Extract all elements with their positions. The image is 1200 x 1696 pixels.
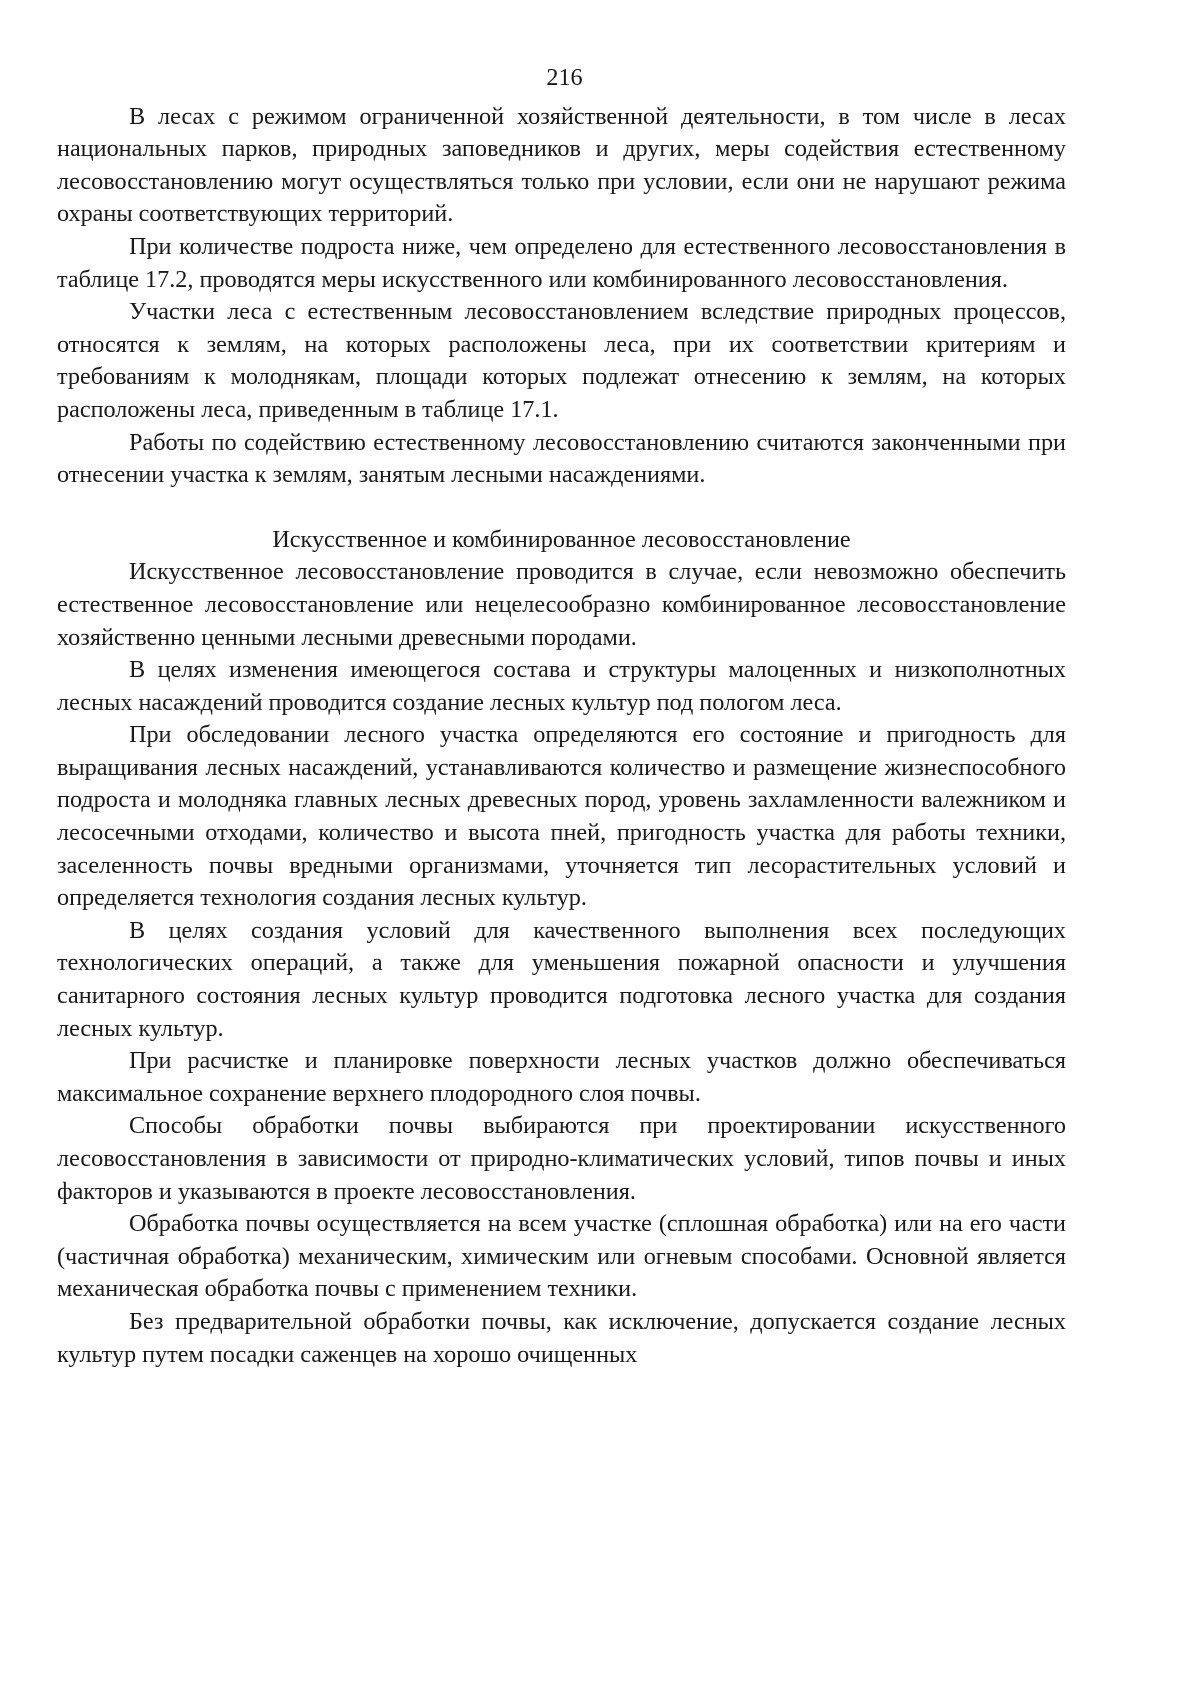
paragraph: Работы по содействию естественному лесовосстановлению считаются законченными при отнесении участка к землям, занятым лесными насаждениями. <box>57 428 1066 489</box>
paragraph: Способы обработки почвы выбираются при проектировании искусственного лесовосстановления в зависимости от природно-климатических условий, типов почвы и иных факторов и указываются в проекте лесовосстановления. <box>57 1112 1066 1205</box>
paragraph: Обработка почвы осуществляется на всем участке (сплошная обработка) или на его части (частичная обработка) механическим, химическим или огневым способами. Основной является механическая обработка почвы с применением техники. <box>57 1210 1066 1303</box>
paragraph: При расчистке и планировке поверхности лесных участков должно обеспечиваться максимальное сохранение верхнего плодородного слоя почвы. <box>57 1047 1066 1107</box>
paragraph: В лесах с режимом ограниченной хозяйственной деятельности, в том числе в лесах национальных парков, природных заповедников и других, меры содействия естественному лесовосстановлению могут осуществляться только при условии, если они не нарушают режима охраны соответствующих территорий. <box>57 102 1066 228</box>
paragraph: При обследовании лесного участка определяются его состояние и пригодность для выращивания лесных насаждений, устанавливаются количество и размещение жизнеспособного подроста и молодняка главных лесных древесных пород, уровень захламленности валежником и лесосечными отходами, количество и высота пней, пригодность участка для работы техники, заселенность почвы вредными организмами, уточняется тип лесорастительных условий и определяется технология создания лесных культур. <box>57 721 1066 912</box>
section-heading: Искусственное и комбинированное лесовосстановление <box>272 525 851 553</box>
paragraph: Участки леса с естественным лесовосстановлением вследствие природных процессов, относятся к землям, на которых расположены леса, при их соответствии критериям и требованиям к молоднякам, площади которых подлежат отнесению к землям, на которых расположены леса, приведенным в таблице 17.1. <box>57 298 1066 423</box>
paragraph: Искусственное лесовосстановление проводится в случае, если невозможно обеспечить естественное лесовосстановление или нецелесообразно комбинированное лесовосстановление хозяйственно ценными лесными древесными породами. <box>57 558 1066 651</box>
document-page <box>57 62 1066 1371</box>
paragraph: В целях создания условий для качественного выполнения всех последующих технологических операций, а также для уменьшения пожарной опасности и улучшения санитарного состояния лесных культур проводится подготовка лесного участка для создания лесных культур. <box>57 916 1066 1042</box>
paragraph: Без предварительной обработки почвы, как исключение, допускается создание лесных культур путем посадки саженцев на хорошо очищенных <box>57 1307 1066 1368</box>
paragraph: В целях изменения имеющегося состава и структуры малоценных и низкополнотных лесных насаждений проводится создание лесных культур под пологом леса. <box>57 656 1066 716</box>
page-number: 216 <box>546 64 583 91</box>
paragraph: При количестве подроста ниже, чем определено для естественного лесовосстановления в таблице 17.2, проводятся меры искусственного или комбинированного лесовосстановления. <box>57 232 1066 293</box>
